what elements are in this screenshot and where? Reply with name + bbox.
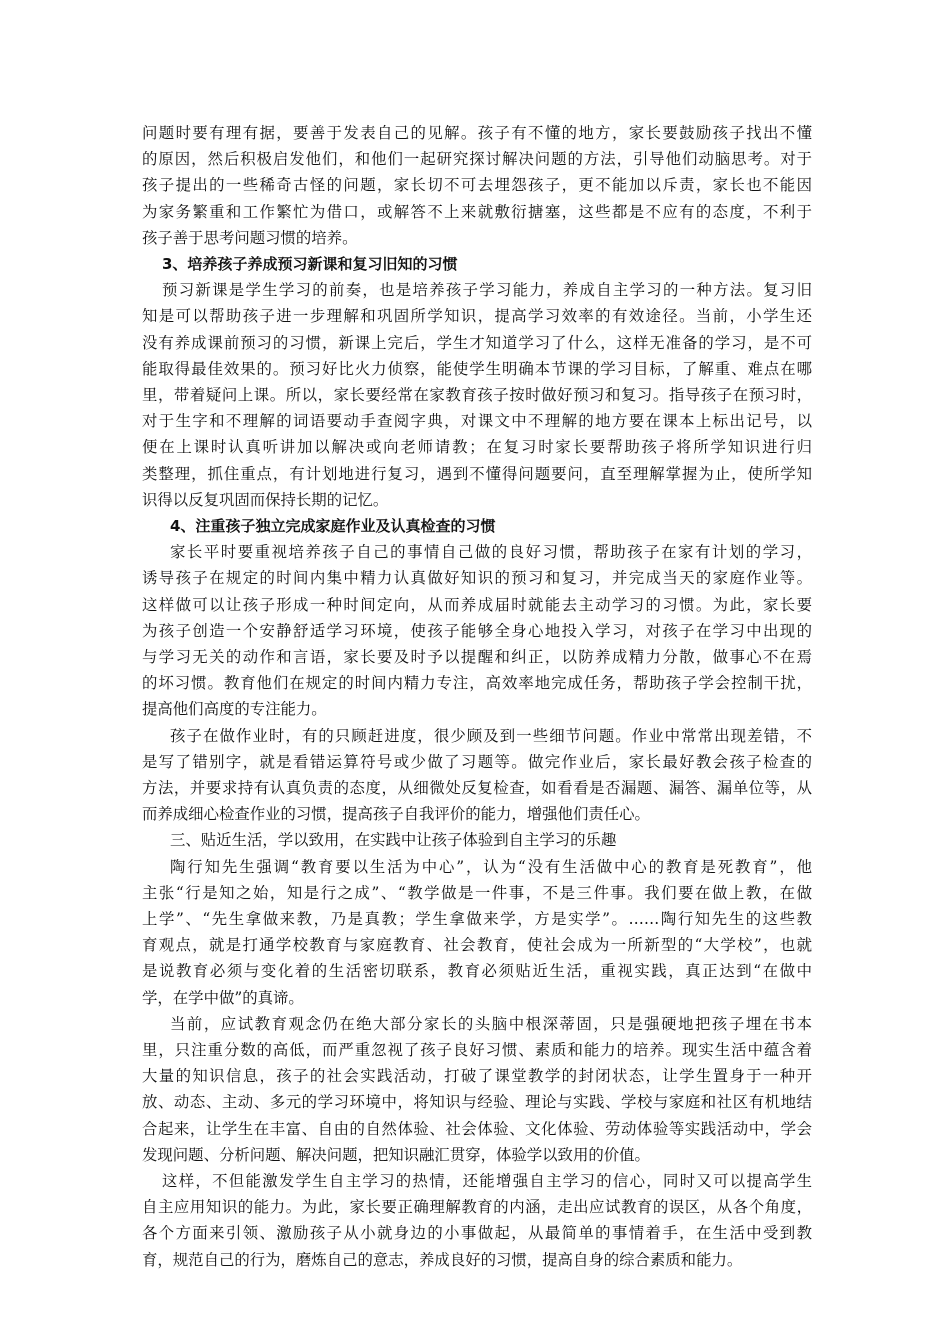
text-line: 识得以反复巩固而保持长期的记忆。 <box>142 490 389 509</box>
text-line: 类整理，抓住重点，有计划地进行复习，遇到不懂得问题要问，直至理解掌握为止，使所学知 <box>142 464 812 483</box>
text-line: 提高他们高度的专注能力。 <box>142 700 327 719</box>
text-line: 这样，不但能激发学生自主学习的热情，还能增强自主学习的信心，同时又可以提高学生 <box>162 1172 812 1190</box>
text-line: 这样做可以让孩子形成一种时间定向，从而养成届时就能去主动学习的习惯。为此，家长要 <box>142 595 812 614</box>
text-line: 自主应用知识的能力。为此，家长要正确理解教育的内涵，走出应试教育的误区，从各个角度， <box>142 1198 812 1217</box>
text-line: 是说教育必须与变化着的生活密切联系，教育必须贴近生活，重视实践，真正达到“在做中 <box>142 962 812 981</box>
text-line: 知是可以帮助孩子进一步理解和巩固所学知识，提高学习效率的有效途径。当前，小学生还 <box>142 307 812 326</box>
text-line: 大量的知识信息，孩子的社会实践活动，打破了课堂教学的封闭状态，让学生置身于一种开 <box>142 1067 812 1086</box>
text-line: 孩子在做作业时，有的只顾赶进度，很少顾及到一些细节问题。作业中常常出现差错，不 <box>170 726 812 745</box>
text-line: 里，带着疑问上课。所以，家长要经常在家教育孩子按时做好预习和复习。指导孩子在预习时， <box>142 386 812 404</box>
text-line: 放、动态、主动、多元的学习环境中，将知识与经验、理论与实践、学校与家庭和社区有机地结 <box>142 1093 812 1112</box>
text-line: 预习新课是学生学习的前奏，也是培养孩子学习能力，养成自主学习的一种方法。复习旧 <box>162 281 812 300</box>
text-line: 问题时要有理有据，要善于发表自己的见解。孩子有不懂的地方，家长要鼓励孩子找出不懂 <box>142 124 812 142</box>
text-line: 育观点，就是打通学校教育与家庭教育、社会教育，使社会成为一所新型的“大学校”，也就 <box>142 936 812 955</box>
text-line: 便在上课时认真听讲加以解决或向老师请教；在复习时家长要帮助孩子将所学知识进行归 <box>142 438 812 457</box>
text-line: 能取得最佳效果的。预习好比火力侦察，能使学生明确本节课的学习目标，了解重、难点在哪 <box>142 359 812 378</box>
section-heading: 4、注重孩子独立完成家庭作业及认真检查的习惯 <box>170 517 496 535</box>
section-heading: 3、培养孩子养成预习新课和复习旧知的习惯 <box>162 255 458 273</box>
text-line: 里，只注重分数的高低，而严重忽视了孩子良好习惯、素质和能力的培养。现实生活中蕴含着 <box>142 1041 812 1059</box>
text-line: 方法，并要求持有认真负责的态度，从细微处反复检查，如看看是否漏题、漏答、漏单位等，从 <box>142 779 812 797</box>
text-line: 陶行知先生强调“教育要以生活为中心”，认为“没有生活做中心的教育是死教育”，他 <box>170 857 812 876</box>
text-line: 是写了错别字，就是看错运算符号或少做了习题等。做完作业后，家长最好教会孩子检查的 <box>142 752 812 771</box>
text-line: 孩子善于思考问题习惯的培养。 <box>142 228 358 247</box>
text-line: 的原因，然后积极启发他们，和他们一起研究探讨解决问题的方法，引导他们动脑思考。对于 <box>142 150 812 169</box>
text-line: 各个方面来引领、激励孩子从小就身边的小事做起，从最简单的事情着手，在生活中受到教 <box>142 1224 812 1243</box>
text-line: 诱导孩子在规定的时间内集中精力认真做好知识的预习和复习，并完成当天的家庭作业等。 <box>142 569 812 588</box>
text-line: 孩子提出的一些稀奇古怪的问题，家长切不可去埋怨孩子，更不能加以斥责，家长也不能因 <box>142 176 812 195</box>
text-line: 合起来，让学生在丰富、自由的自然体验、社会体验、文化体验、劳动体验等实践活动中，学会 <box>142 1119 812 1138</box>
text-line: 三、贴近生活，学以致用，在实践中让孩子体验到自主学习的乐趣 <box>170 831 617 850</box>
text-line: 而养成细心检查作业的习惯，提高孩子自我评价的能力，增强他们责任心。 <box>142 805 650 824</box>
text-line: 为家务繁重和工作繁忙为借口，或解答不上来就敷衍搪塞，这些都是不应有的态度，不利于 <box>142 202 812 221</box>
text-line: 发现问题、分析问题、解决问题，把知识融汇贯穿，体验学以致用的价值。 <box>142 1145 650 1164</box>
text-line: 主张“行是知之始，知是行之成”、“教学做是一件事，不是三件事。我们要在做上教，在做 <box>142 883 812 902</box>
text-line: 学，在学中做”的真谛。 <box>142 988 304 1007</box>
text-line: 当前，应试教育观念仍在绝大部分家长的头脑中根深蒂固，只是强硬地把孩子埋在书本 <box>170 1014 812 1033</box>
text-line: 育，规范自己的行为，磨炼自己的意志，养成良好的习惯，提高自身的综合素质和能力。 <box>142 1250 743 1269</box>
text-line: 与学习无关的动作和言语，家长要及时予以提醒和纠正，以防养成精力分散，做事心不在焉 <box>142 648 812 666</box>
text-line: 上学”、“先生拿做来教，乃是真教；学生拿做来学，方是实学”。……陶行知先生的这些教 <box>142 910 812 928</box>
text-line: 没有养成课前预习的习惯，新课上完后，学生才知道学习了什么，这样无准备的学习，是不可 <box>142 333 812 352</box>
text-line: 家长平时要重视培养孩子自己的事情自己做的良好习惯，帮助孩子在家有计划的学习， <box>170 543 812 562</box>
text-line: 的坏习惯。教育他们在规定的时间内精力专注，高效率地完成任务，帮助孩子学会控制干扰， <box>142 674 812 693</box>
text-line: 对于生字和不理解的词语要动手查阅字典，对课文中不理解的地方要在课本上标出记号，以 <box>142 412 812 431</box>
text-line: 为孩子创造一个安静舒适学习环境，使孩子能够全身心地投入学习，对孩子在学习中出现的 <box>142 621 812 640</box>
